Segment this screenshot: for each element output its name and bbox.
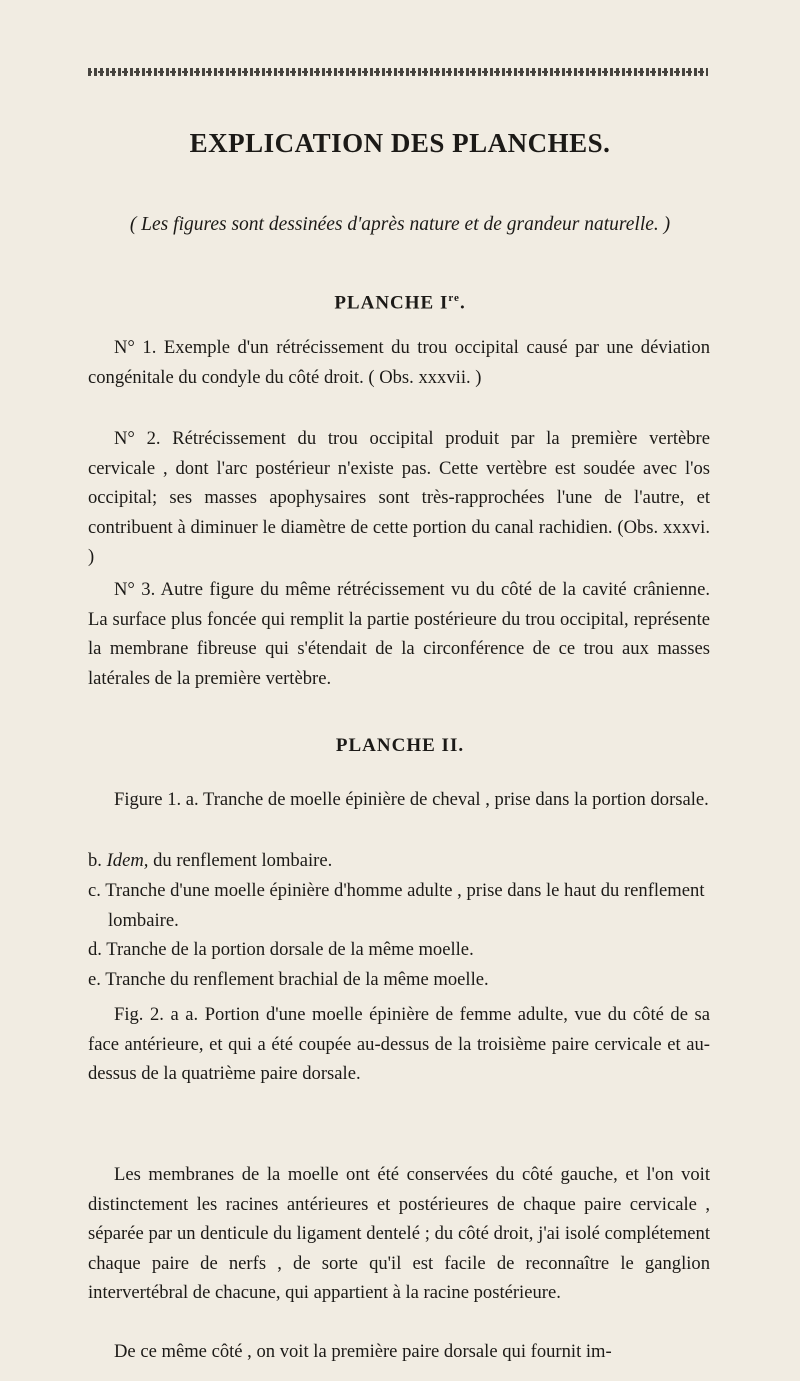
planche-1-heading-text: PLANCHE I (334, 292, 449, 314)
fig1-b-prefix: b. (88, 850, 107, 871)
planche-2-figure-1-d: d. Tranche de la portion dorsale de la même moelle. (88, 939, 474, 960)
planche-1-heading: PLANCHE Ire. (334, 292, 466, 314)
planche-2-figure-1-c: c. Tranche d'une moelle épinière d'homme adulte , prise dans le haut du renflement lombaire. (88, 880, 705, 931)
planche-2-figure-2-continuation: De ce même côté , on voit la première paire dorsale qui fournit im- (114, 1341, 612, 1362)
planche-2-figure-2: Fig. 2. a a. Portion d'une moelle épinière de femme adulte, vue du côté de sa face antérieure, et qui a été coupée au-dessus de la troisième paire cervicale et au-dessus de la quatrième paire dorsale. (88, 1004, 710, 1085)
planche-1-item-1: N° 1. Exemple d'un rétrécissement du trou occipital causé par une déviation congénitale du condyle du côté droit. ( Obs. xxxvii. ) (88, 337, 710, 388)
planche-1-heading-sup: re (448, 292, 460, 304)
page-subtitle: ( Les figures sont dessinées d'après nature et de grandeur naturelle. ) (129, 214, 671, 235)
planche-1-item-3: N° 3. Autre figure du même rétrécissement vu du côté de la cavité crânienne. La surface plus foncée qui remplit la partie postérieure du trou occipital, représente la membrane fibreuse qui s'étendait de la circonférence de ce trou aux masses latérales de la première vertèbre. (88, 579, 710, 689)
planche-2-figure-2-membranes: Les membranes de la moelle ont été conservées du côté gauche, et l'on voit distinctement les racines antérieures et postérieures de chaque paire cervicale , séparée par un denticule du ligament dentelé ; du côté droit, j'ai isolé complétement chaque paire de nerfs , de sorte qu'il est facile de reconnaître le ganglion intervertébral de chacune, qui appartient à la racine postérieure. (88, 1164, 710, 1304)
decorative-ornament-rule (88, 68, 708, 76)
page-title: EXPLICATION DES PLANCHES. (189, 128, 611, 158)
fig1-b-idem: Idem, (106, 850, 149, 871)
fig1-b-rest: du renflement lombaire. (148, 850, 333, 871)
planche-1-item-2: N° 2. Rétrécissement du trou occipital produit par la première vertèbre cervicale , dont l'arc postérieur n'existe pas. Cette vertèbre est soudée avec l'os occipital; ses masses apophysaires sont très-rapprochées l'une de l'autre, et contribuent à diminuer le diamètre de cette portion du canal rachidien. (Obs. xxxvi. ) (88, 428, 710, 568)
planche-2-figure-1-a: Figure 1. a. Tranche de moelle épinière de cheval , prise dans la portion dorsale. (114, 789, 709, 810)
planche-2-heading: PLANCHE II. (335, 735, 465, 756)
planche-2-figure-1-e: e. Tranche du renflement brachial de la même moelle. (88, 969, 489, 990)
planche-2-figure-1-b (88, 846, 730, 876)
